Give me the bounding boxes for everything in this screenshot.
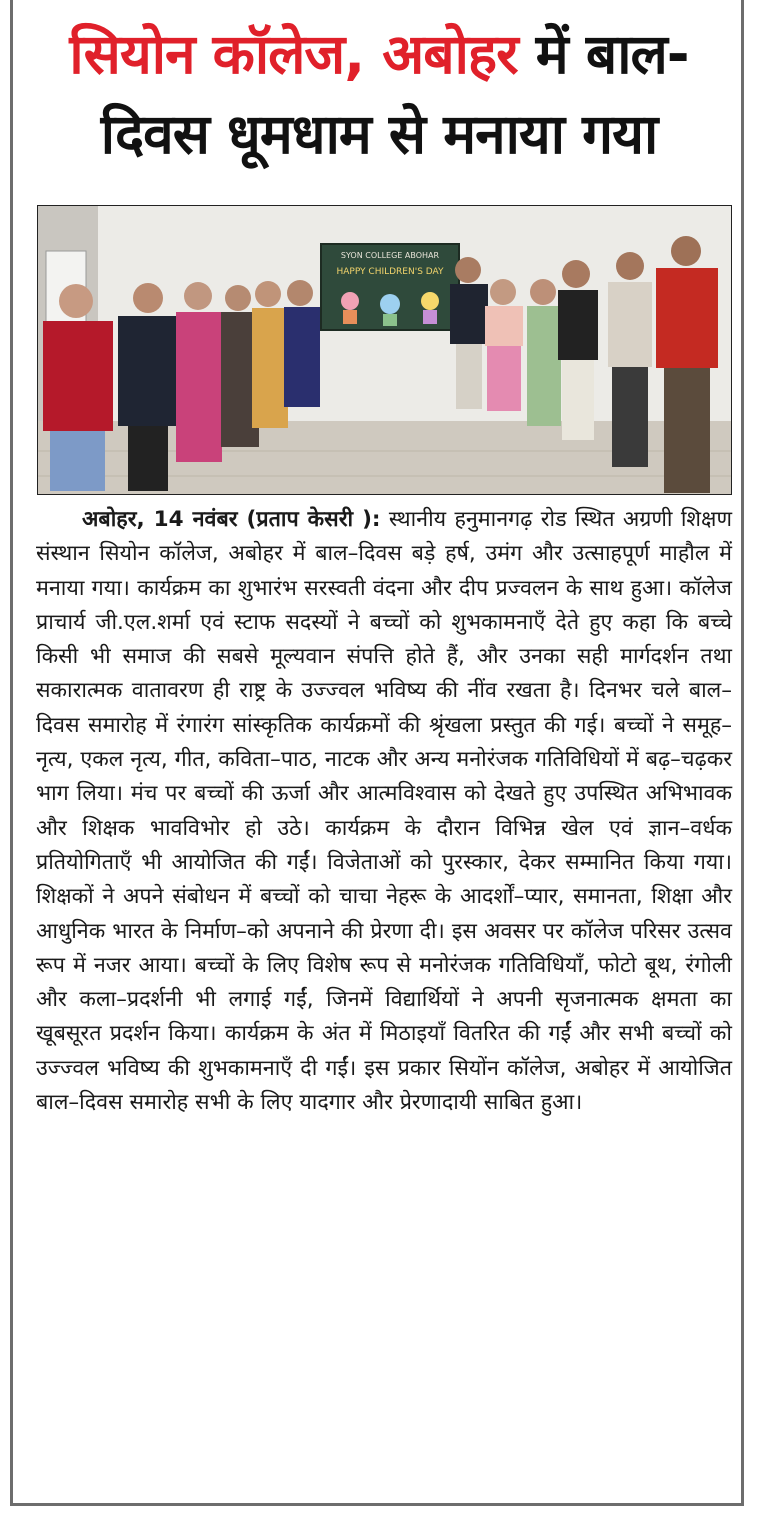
board-main-text: HAPPY CHILDREN'S DAY xyxy=(336,267,444,277)
headline xyxy=(26,14,732,174)
dateline: अबोहर, 14 नवंबर (प्रताप केसरी ): xyxy=(82,507,381,532)
person-11 xyxy=(608,252,652,467)
board-top-text: SYON COLLEGE ABOHAR xyxy=(340,251,440,260)
event-photo-illustration xyxy=(38,206,732,495)
event-photo xyxy=(37,205,732,495)
headline-red-part: सियोन कॉलेज, अबोहर xyxy=(69,22,518,86)
headline-black-part: में बाल-दिवस धूमधाम से मनाया गया xyxy=(100,22,689,166)
article-text: स्थानीय हनुमानगढ़ रोड स्थित अग्रणी शिक्षण संस्थान सियोन कॉलेज, अबोहर में बाल–दिवस बड़े हर्ष, उमंग और उत्साहपूर्ण माहौल में मनाया गया। कार्यक्रम का शुभारंभ सरस्वती वंदना और दीप प्रज्वलन के साथ हुआ। कॉलेज प्राचार्य जी.एल.शर्मा एवं स्टाफ सदस्यों ने बच्चों को शुभकामनाएँ देते हुए कहा कि बच्चे किसी भी समाज की सबसे मूल्यवान संपत्ति होते हैं, और उनका सही मार्गदर्शन तथा सकारात्मक वातावरण ही राष्ट्र के उज्ज्वल भविष्य की नींव रखता है। दिनभर चले बाल–दिवस समारोह में रंगारंग सांस्कृतिक कार्यक्रमों की श्रृंखला प्रस्तुत की गई। बच्चों ने समूह–नृत्य, एकल नृत्य, गीत, कविता–पाठ, नाटक और अन्य मनोरंजक गतिविधियों में बढ़–चढ़कर भाग लिया। मंच पर बच्चों की ऊर्जा और आत्मविश्वास को देखते हुए उपस्थित अभिभावक और शिक्षक भावविभोर हो उठे। कार्यक्रम के दौरान विभिन्न खेल एवं ज्ञान–वर्धक प्रतियोगिताएँ भी आयोजित की गईं। विजेताओं को पुरस्कार, देकर सम्मानित किया गया। शिक्षकों ने अपने संबोधन में बच्चों को चाचा नेहरू के आदर्शों–प्यार, समानता, शिक्षा और आधुनिक भारत के निर्माण–को अपनाने की प्रेरणा दी। इस अवसर पर कॉलेज परिसर उत्सव रूप में नजर आया। बच्चों के लिए विशेष रूप से मनोरंजक गतिविधियाँ, फोटो बूथ, रंगोली और कला–प्रदर्शनी भी लगाई गईं, जिनमें विद्यार्थियों ने अपनी सृजनात्मक क्षमता का खूबसूरत प्रदर्शन किया। कार्यक्रम के अंत में मिठाइयाँ वितरित की गईं और सभी बच्चों को उज्ज्वल भविष्य की शुभकामनाएँ दी गईं। इस प्रकार सियोंन कॉलेज, अबोहर में आयोजित बाल–दिवस समारोह सभी के लिए यादगार और प्रेरणादायी साबित हुआ। xyxy=(36,507,732,1116)
person-12 xyxy=(656,236,718,493)
article-body xyxy=(36,503,732,1120)
